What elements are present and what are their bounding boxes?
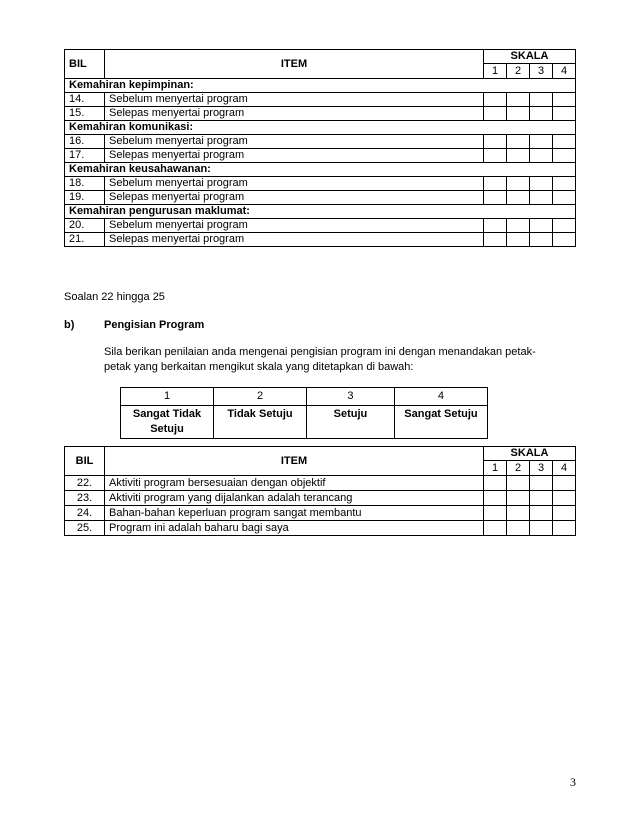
legend-label-3: Setuju (307, 406, 395, 439)
section-title-info-management: Kemahiran pengurusan maklumat: (65, 205, 576, 219)
scale-2-header: 2 (507, 64, 530, 79)
scale-checkbox[interactable] (484, 107, 507, 121)
row-item: Selepas menyertai program (105, 191, 484, 205)
legend-num-4: 4 (394, 388, 487, 406)
row-bil: 18. (65, 177, 105, 191)
row-bil: 24. (65, 506, 105, 521)
skala-header: SKALA (484, 50, 576, 64)
scale-checkbox[interactable] (530, 177, 553, 191)
row-item: Bahan-bahan keperluan program sangat membantu (105, 506, 484, 521)
table-row (65, 476, 576, 491)
scale-checkbox[interactable] (553, 191, 576, 205)
scale-checkbox[interactable] (507, 476, 530, 491)
item-header: ITEM (105, 447, 484, 476)
legend-num-3: 3 (307, 388, 395, 406)
row-item: Sebelum menyertai program (105, 93, 484, 107)
scale-checkbox[interactable] (553, 219, 576, 233)
scale-checkbox[interactable] (530, 149, 553, 163)
table-row (65, 93, 576, 107)
scale-1-header: 1 (484, 461, 507, 476)
program-content-table (64, 446, 576, 536)
scale-checkbox[interactable] (507, 219, 530, 233)
scale-checkbox[interactable] (530, 107, 553, 121)
scale-checkbox[interactable] (507, 177, 530, 191)
row-item: Sebelum menyertai program (105, 135, 484, 149)
row-item: Aktiviti program bersesuaian dengan objektif (105, 476, 484, 491)
scale-checkbox[interactable] (507, 491, 530, 506)
section-b-label: b) (64, 319, 75, 331)
row-item: Aktiviti program yang dijalankan adalah terancang (105, 491, 484, 506)
row-bil: 20. (65, 219, 105, 233)
scale-checkbox[interactable] (507, 233, 530, 247)
item-header: ITEM (105, 50, 484, 79)
instruction-line-1: Sila berikan penilaian anda mengenai pengisian program ini dengan menandakan petak- (104, 346, 536, 358)
row-bil: 23. (65, 491, 105, 506)
scale-4-header: 4 (553, 64, 576, 79)
scale-checkbox[interactable] (484, 233, 507, 247)
instruction-line-2: petak yang berkaitan mengikut skala yang ditetapkan di bawah: (104, 361, 414, 373)
scale-checkbox[interactable] (553, 233, 576, 247)
scale-1-header: 1 (484, 64, 507, 79)
scale-checkbox[interactable] (484, 135, 507, 149)
scale-checkbox[interactable] (484, 191, 507, 205)
table-row (65, 191, 576, 205)
scale-checkbox[interactable] (507, 149, 530, 163)
row-item: Sebelum menyertai program (105, 219, 484, 233)
row-bil: 16. (65, 135, 105, 149)
scale-checkbox[interactable] (507, 521, 530, 536)
legend-num-2: 2 (214, 388, 307, 406)
row-item: Selepas menyertai program (105, 149, 484, 163)
scale-checkbox[interactable] (553, 93, 576, 107)
bil-header: BIL (65, 447, 105, 476)
scale-checkbox[interactable] (484, 521, 507, 536)
scale-checkbox[interactable] (553, 135, 576, 149)
row-bil: 21. (65, 233, 105, 247)
table-row (65, 521, 576, 536)
table-row (65, 107, 576, 121)
scale-checkbox[interactable] (484, 476, 507, 491)
page-number: 3 (570, 775, 576, 789)
table-row (65, 219, 576, 233)
legend-label-1: Sangat Tidak Setuju (121, 406, 214, 439)
table-row (65, 149, 576, 163)
questions-range-note: Soalan 22 hingga 25 (64, 291, 165, 303)
row-bil: 19. (65, 191, 105, 205)
scale-checkbox[interactable] (507, 107, 530, 121)
scale-checkbox[interactable] (530, 506, 553, 521)
scale-checkbox[interactable] (507, 135, 530, 149)
scale-checkbox[interactable] (553, 491, 576, 506)
scale-checkbox[interactable] (530, 491, 553, 506)
scale-checkbox[interactable] (553, 521, 576, 536)
scale-checkbox[interactable] (553, 476, 576, 491)
section-title-leadership: Kemahiran kepimpinan: (65, 79, 576, 93)
skills-table (64, 49, 576, 247)
scale-checkbox[interactable] (530, 93, 553, 107)
row-item: Program ini adalah baharu bagi saya (105, 521, 484, 536)
scale-checkbox[interactable] (530, 135, 553, 149)
scale-checkbox[interactable] (507, 93, 530, 107)
bil-header: BIL (65, 50, 105, 79)
table-row (65, 491, 576, 506)
scale-checkbox[interactable] (484, 491, 507, 506)
scale-checkbox[interactable] (530, 233, 553, 247)
legend-label-2: Tidak Setuju (214, 406, 307, 439)
scale-checkbox[interactable] (530, 219, 553, 233)
section-title-entrepreneurship: Kemahiran keusahawanan: (65, 163, 576, 177)
row-item: Sebelum menyertai program (105, 177, 484, 191)
section-title-communication: Kemahiran komunikasi: (65, 121, 576, 135)
row-item: Selepas menyertai program (105, 107, 484, 121)
scale-3-header: 3 (530, 64, 553, 79)
skala-header: SKALA (484, 447, 576, 461)
legend-num-1: 1 (121, 388, 214, 406)
row-item: Selepas menyertai program (105, 233, 484, 247)
scale-checkbox[interactable] (553, 149, 576, 163)
scale-4-header: 4 (553, 461, 576, 476)
scale-checkbox[interactable] (530, 521, 553, 536)
table-row (65, 135, 576, 149)
scale-checkbox[interactable] (484, 149, 507, 163)
scale-checkbox[interactable] (484, 219, 507, 233)
row-bil: 15. (65, 107, 105, 121)
table-row (65, 177, 576, 191)
scale-checkbox[interactable] (553, 107, 576, 121)
scale-3-header: 3 (530, 461, 553, 476)
row-bil: 17. (65, 149, 105, 163)
scale-checkbox[interactable] (507, 191, 530, 205)
row-bil: 22. (65, 476, 105, 491)
scale-checkbox[interactable] (484, 177, 507, 191)
scale-checkbox[interactable] (530, 476, 553, 491)
legend-label-4: Sangat Setuju (394, 406, 487, 439)
scale-checkbox[interactable] (507, 506, 530, 521)
scale-checkbox[interactable] (530, 191, 553, 205)
row-bil: 14. (65, 93, 105, 107)
scale-2-header: 2 (507, 461, 530, 476)
scale-legend (120, 387, 488, 439)
scale-checkbox[interactable] (553, 177, 576, 191)
table-row (65, 233, 576, 247)
section-b-title: Pengisian Program (104, 319, 205, 331)
row-bil: 25. (65, 521, 105, 536)
table-row (65, 506, 576, 521)
scale-checkbox[interactable] (484, 93, 507, 107)
scale-checkbox[interactable] (484, 506, 507, 521)
scale-checkbox[interactable] (553, 506, 576, 521)
